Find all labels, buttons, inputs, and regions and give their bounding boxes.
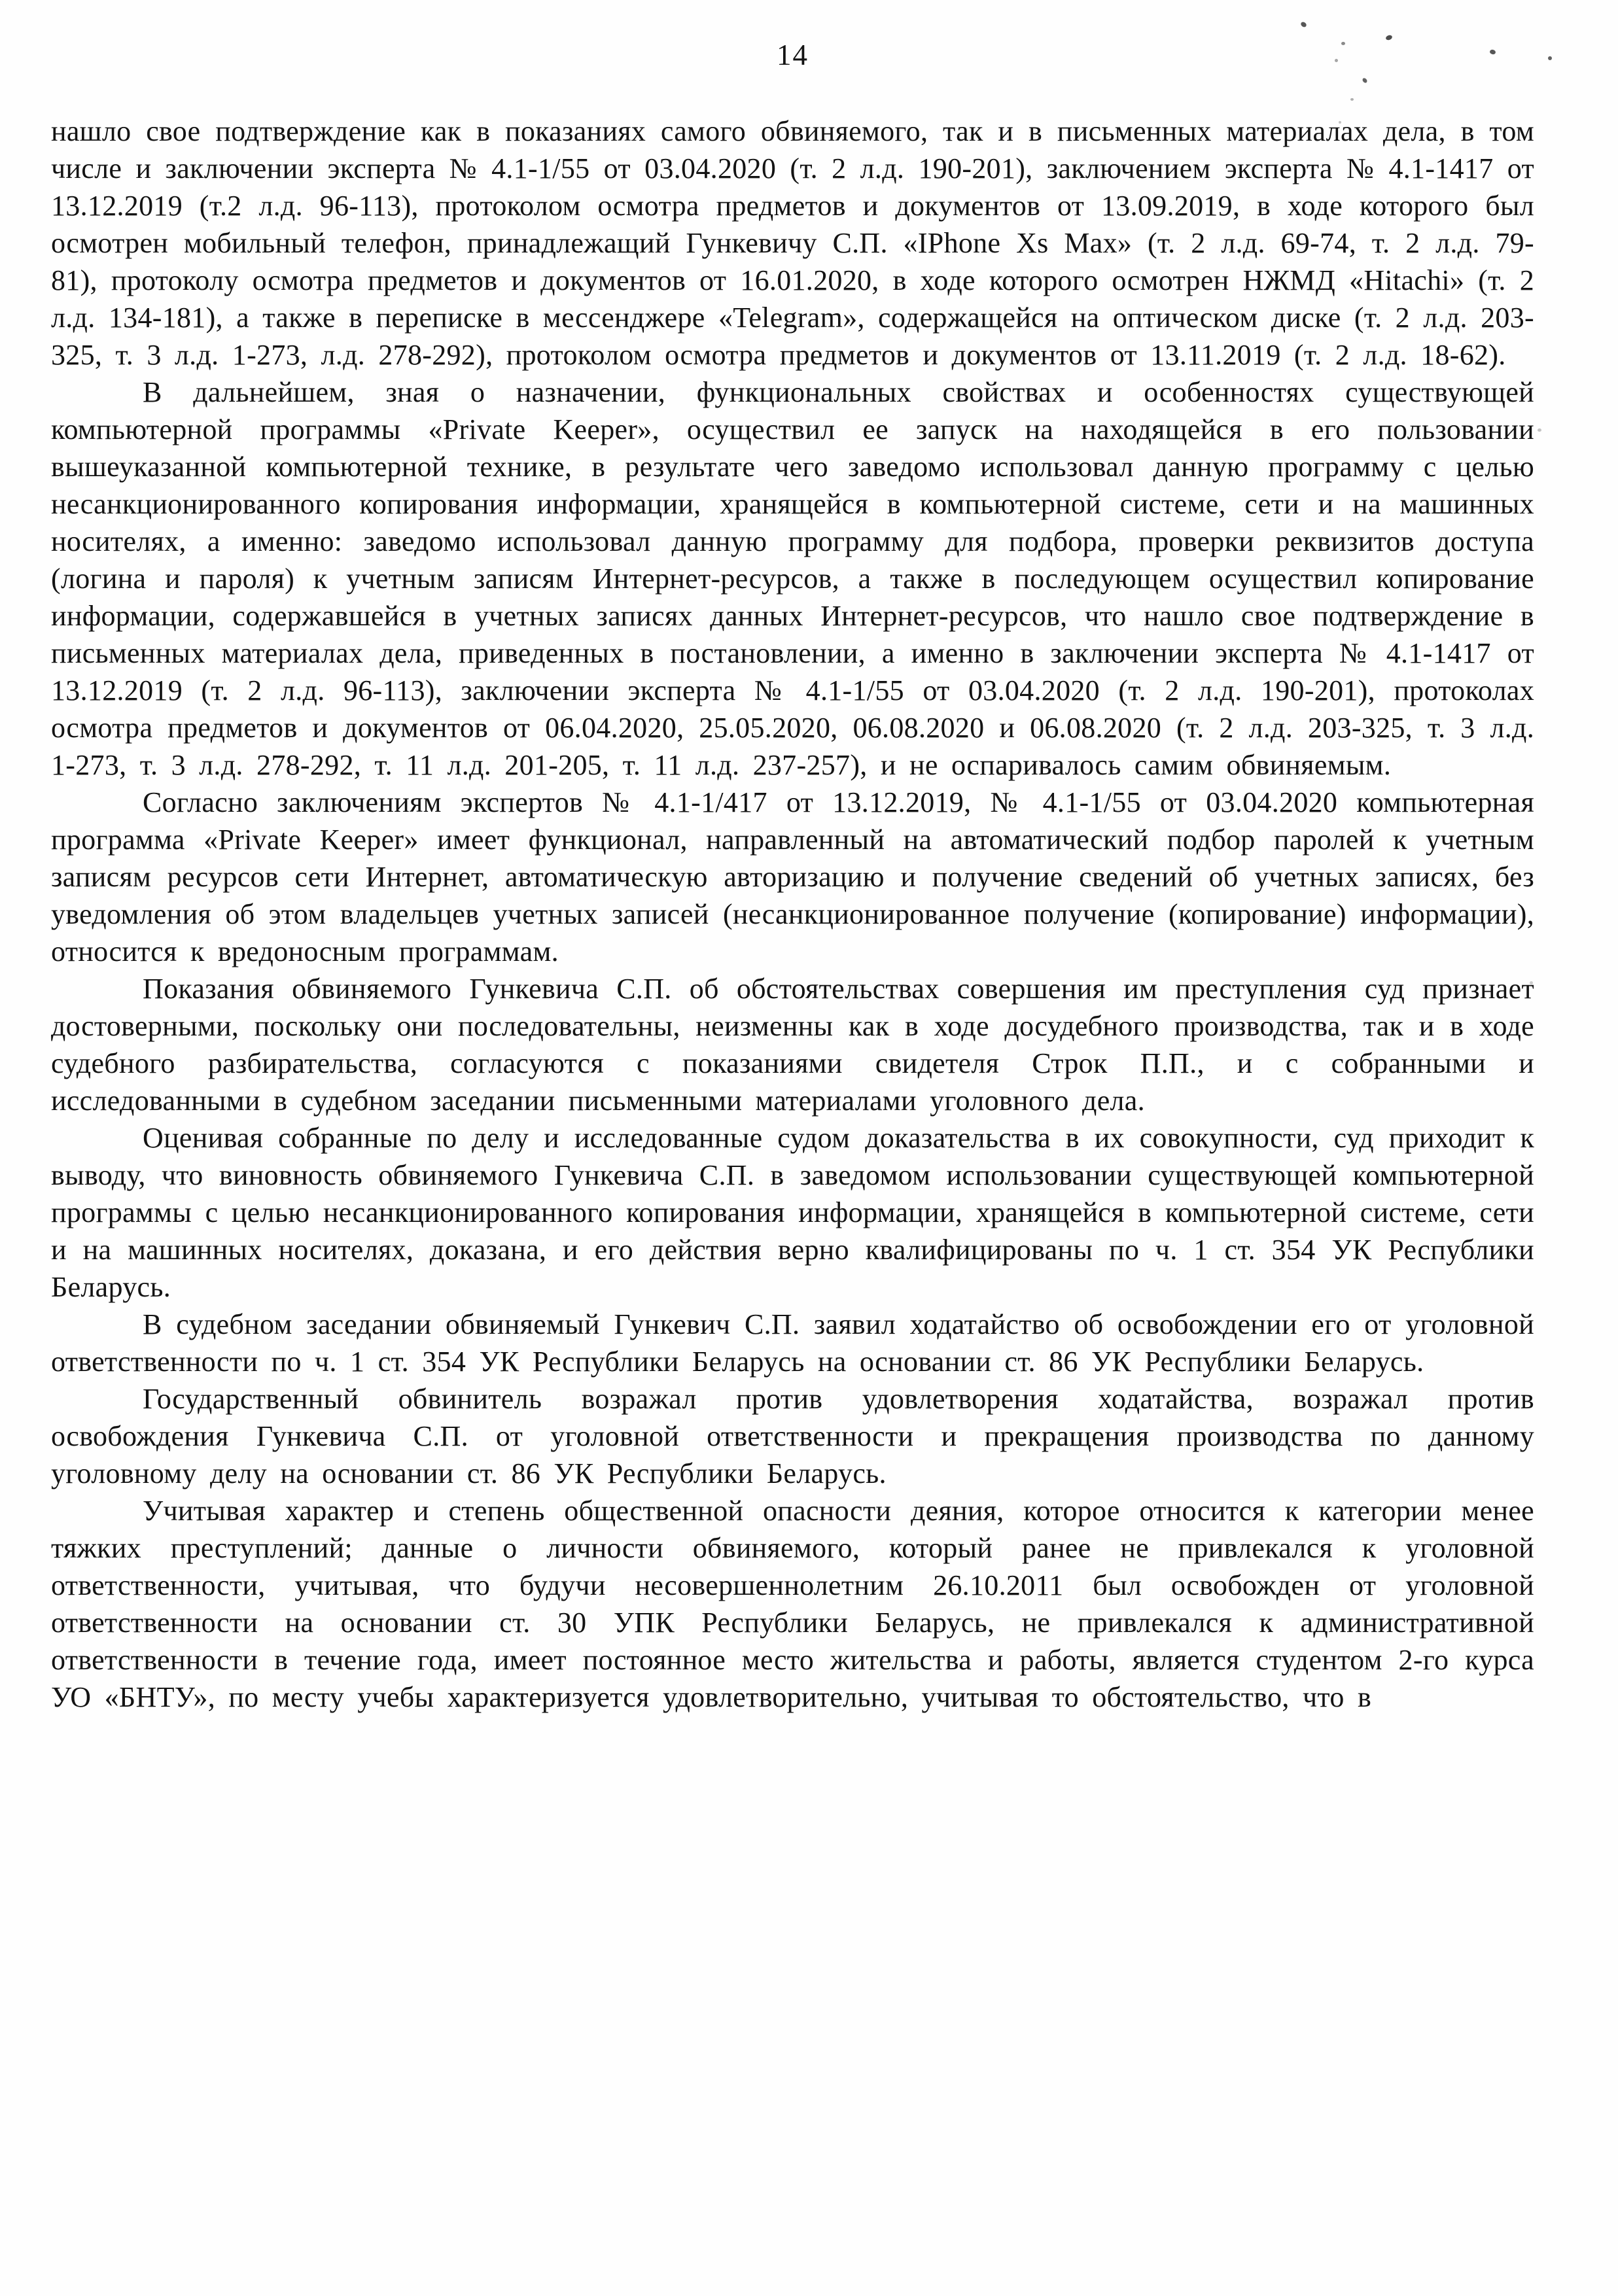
scan-noise-speck [1548, 56, 1552, 60]
paragraph-evidence-continuation: нашло свое подтверждение как в показаниях самого обвиняемого, так и в письменных материалах дела, в том числе и заключении эксперта № 4.1-1/55 от 03.04.2020 (т. 2 л.д. 190-201), заключением эксперта № 4.1-1417 от 13.12.2019 (т.2 л.д. 96-113), протоколом осмотра предметов и документов от 13.09.2019, в ходе которого был осмотрен мобильный телефон, принадлежащий Гункевичу С.П. «IPhone Xs Max» (т. 2 л.д. 69-74, т. 2 л.д. 79-81), протоколу осмотра предметов и документов от 16.01.2020, в ходе которого осмотрен НЖМД «Hitachi» (т. 2 л.д. 134-181), а также в переписке в мессенджере «Telegram», содержащейся на оптическом диске (т. 2 л.д. 203-325, т. 3 л.д. 1-273, л.д. 278-292), протоколом осмотра предметов и документов от 13.11.2019 (т. 2 л.д. 18-62). [51, 115, 1534, 371]
paragraph-program-usage: В дальнейшем, зная о назначении, функциональных свойствах и особенностях существующей компьютерной программы «Private Keeper», осуществил ее запуск на находящейся в его пользовании вышеуказанной компьютерной технике, в результате чего заведомо использовал данную программу с целью несанкционированного копирования информации, хранящейся в компьютерной системе, сети и на машинных носителях, а именно: заведомо использовал данную программу для подбора, проверки реквизитов доступа (логина и пароля) к учетным записям Интернет-ресурсов, а также в последующем осуществил копирование информации, содержавшейся в учетных записях данных Интернет-ресурсов, что нашло свое подтверждение в письменных материалах дела, приведенных в постановлении, а именно в заключении эксперта № 4.1-1417 от 13.12.2019 (т. 2 л.д. 96-113), заключении эксперта № 4.1-1/55 от 03.04.2020 (т. 2 л.д. 190-201), протоколах осмотра предметов и документов от 06.04.2020, 25.05.2020, 06.08.2020 и 06.08.2020 (т. 2 л.д. 203-325, т. 3 л.д. 1-273, т. 3 л.д. 278-292, т. 11 л.д. 201-205, т. 11 л.д. 237-257), и не оспаривалось самим обвиняемым. [51, 376, 1534, 781]
paragraph-court-conclusion: Оценивая собранные по делу и исследованные судом доказательства в их совокупности, суд приходит к выводу, что виновность обвиняемого Гункевича С.П. в заведомом использовании существующей компьютерной программы с целью несанкционированного копирования информации, хранящейся в компьютерной системе, сети и на машинных носителях, доказана, и его действия верно квалифицированы по ч. 1 ст. 354 УК Республики Беларусь. [51, 1122, 1534, 1303]
paragraph-defendant-motion: В судебном заседании обвиняемый Гункевич С.П. заявил ходатайство об освобождении его от уголовной ответственности по ч. 1 ст. 354 УК Республики Беларусь на основании ст. 86 УК Республики Беларусь. [51, 1308, 1534, 1378]
scan-noise-speck [1538, 428, 1541, 432]
page-number: 14 [777, 39, 809, 71]
paragraph-personality-factors: Учитывая характер и степень общественной опасности деяния, которое относится к категории менее тяжких преступлений; данные о личности обвиняемого, который ранее не привлекался к уголовной ответственности, учитывая, что будучи несовершеннолетним 26.10.2011 был освобожден от уголовной ответственности на основании ст. 30 УПК Республики Беларусь, не привлекался к административной ответственности в течение года, имеет постоянное место жительства и работы, является студентом 2-го курса УО «БНТУ», по месту учебы характеризуется удовлетворительно, учитывая то обстоятельство, что в [51, 1495, 1534, 1713]
scan-noise-speck [1300, 21, 1307, 28]
paragraph-prosecutor-objection: Государственный обвинитель возражал против удовлетворения ходатайства, возражал против освобождения Гункевича С.П. от уголовной ответственности и прекращения производства по данному уголовному делу на основании ст. 86 УК Республики Беларусь. [51, 1383, 1534, 1489]
paragraph-expert-conclusions: Согласно заключениям экспертов № 4.1-1/417 от 13.12.2019, № 4.1-1/55 от 03.04.2020 компьютерная программа «Private Keeper» имеет функционал, направленный на автоматический подбор паролей к учетным записям ресурсов сети Интернет, автоматическую авторизацию и получение сведений об учетных записях, без уведомления об этом владельцев учетных записей (несанкционированное получение (копирование) информации), относится к вредоносным программам. [51, 786, 1534, 967]
page-content [51, 38, 1534, 1716]
paragraph-testimony-assessment: Показания обвиняемого Гункевича С.П. об обстоятельствах совершения им преступления суд признает достоверными, поскольку они последовательны, неизменны как в ходе досудебного производства, так и в ходе судебного разбирательства, согласуются с показаниями свидетеля Строк П.П., и с собранными и исследованными в судебном заседании письменными материалами уголовного дела. [51, 973, 1534, 1117]
